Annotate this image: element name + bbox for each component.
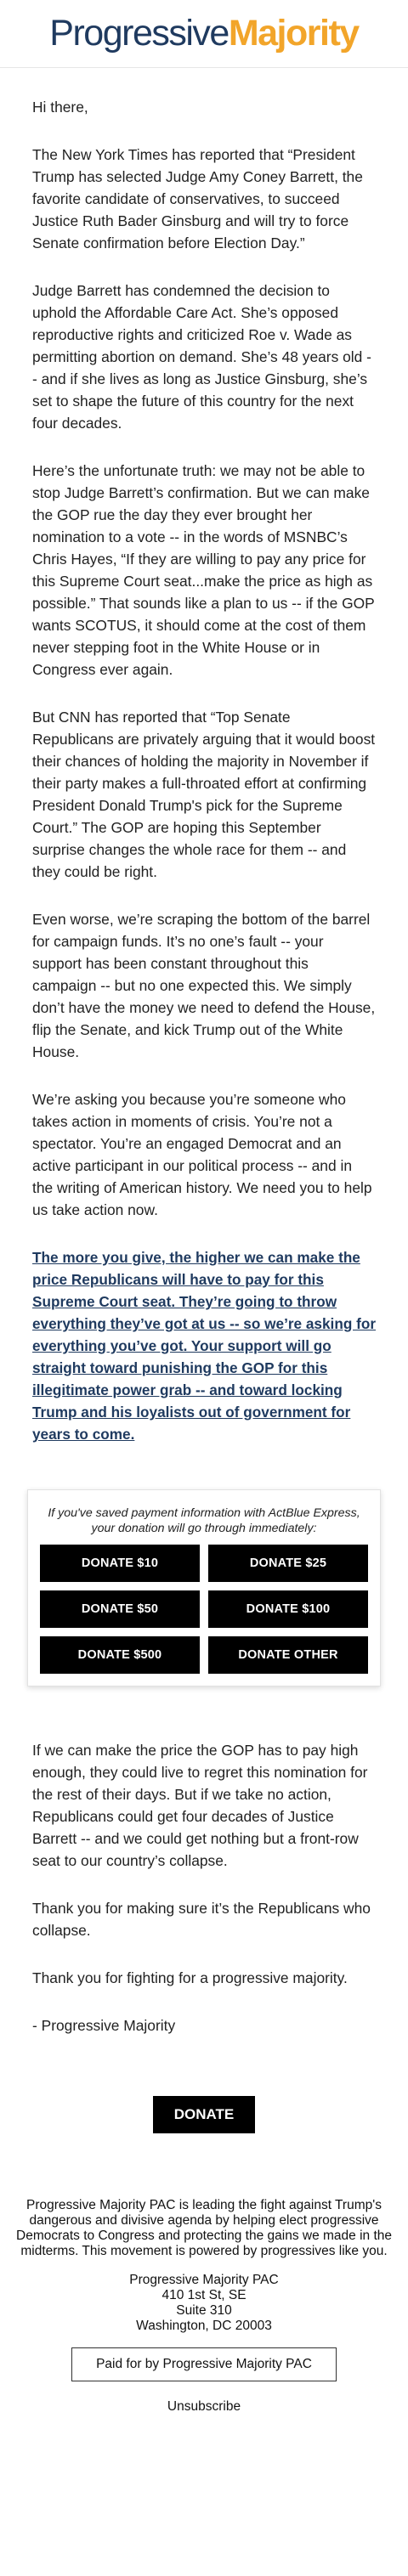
donate-appeal-link[interactable]: The more you give, the higher we can make the price Republicans will have to pay for this Supreme Court seat. They’re going to throw everything they’ve got at us -- so we’re asking for everything you’ve got. Your support will go straight toward punishing the GOP for this illegitimate power grab -- and toward locking Trump and his loyalists out of government for years to come. xyxy=(32,1249,377,1443)
signature: - Progressive Majority xyxy=(32,2017,176,2034)
donate-500-button[interactable]: DONATE $500 xyxy=(40,1636,200,1674)
footer-about: Progressive Majority PAC is leading the fight against Trump's dangerous and divisive agenda by helping elect progressive Democrats to Congress and protecting the gains we made in the midterms. This movement is powered by progressives like you. xyxy=(16,2198,392,2258)
body-paragraph: Judge Barrett has condemned the decision to uphold the Affordable Care Act. She’s opposed reproductive rights and criticized Roe v. Wade as permitting abortion on demand. She’s 48 years old -- and if she lives as long as Justice Ginsburg, she’s set to shape the future of this country for the next four decades. xyxy=(32,282,371,432)
donate-10-button[interactable]: DONATE $10 xyxy=(40,1545,200,1582)
email-footer xyxy=(0,2198,408,2415)
donate-button[interactable]: DONATE xyxy=(153,2096,255,2133)
email-header xyxy=(0,0,408,68)
footer-address xyxy=(12,2273,396,2334)
closing-paragraph: If we can make the price the GOP has to pay high enough, they could live to regret this nomination for the rest of their days. But if we take no action, Republicans could get four decades of Justice Barrett -- and we could get nothing but a front-row seat to our country’s collapse. xyxy=(32,1742,368,1869)
donate-button-wrap xyxy=(32,2096,376,2133)
address-line: Washington, DC 20003 xyxy=(136,2319,272,2333)
body-paragraph: We’re asking you because you’re someone who takes action in moments of crisis. You’re not a spectator. You’re an engaged Democrat and an active participant in our political process -- and in the writing of American history. We need you to help us take action now. xyxy=(32,1091,372,1218)
donate-25-button[interactable]: DONATE $25 xyxy=(208,1545,368,1582)
donate-100-button[interactable]: DONATE $100 xyxy=(208,1590,368,1628)
logo-word-progressive: Progressive xyxy=(49,13,229,54)
email-body xyxy=(0,68,408,2133)
donate-50-button[interactable]: DONATE $50 xyxy=(40,1590,200,1628)
address-line: Suite 310 xyxy=(176,2303,232,2318)
actblue-express-note: If you've saved payment information with ActBlue Express, your donation will go through immediately: xyxy=(48,1506,360,1535)
greeting: Hi there, xyxy=(32,99,88,116)
closing-section xyxy=(32,1686,376,2037)
progressive-majority-logo[interactable] xyxy=(49,15,358,52)
closing-paragraph: Thank you for making sure it’s the Republicans who collapse. xyxy=(32,1900,371,1939)
closing-paragraph: Thank you for fighting for a progressive majority. xyxy=(32,1969,348,1986)
logo-word-majority: Majority xyxy=(228,13,359,54)
address-line: 410 1st St, SE xyxy=(162,2288,246,2302)
donation-box xyxy=(27,1489,381,1686)
paid-for-box: Paid for by Progressive Majority PAC xyxy=(71,2347,337,2381)
body-paragraph: The New York Times has reported that “President Trump has selected Judge Amy Coney Barrett, the favorite candidate of conservatives, to succeed Justice Ruth Bader Ginsburg and will try to force Senate confirmation before Election Day.” xyxy=(32,146,363,251)
unsubscribe-link[interactable]: Unsubscribe xyxy=(167,2399,241,2414)
donation-button-grid xyxy=(40,1545,368,1674)
body-paragraph: But CNN has reported that “Top Senate Republicans are privately arguing that it would boost their chances of holding the majority in November if their party makes a full-throated effort at confirming President Donald Trump's pick for the Supreme Court.” The GOP are hoping this September surprise changes the whole race for them -- and they could be right. xyxy=(32,709,376,880)
body-paragraph: Here’s the unfortunate truth: we may not be able to stop Judge Barrett’s confirmation. But we can make the GOP rue the day they ever brought her nomination to a vote -- in the words of MSNBC’s Chris Hayes, “If they are willing to pay any price for this Supreme Court seat...make the price as high as possible.” That sounds like a plan to us -- if the GOP wants SCOTUS, it should come at the cost of them never stepping foot in the White House or in Congress ever again. xyxy=(32,462,375,678)
body-paragraph: Even worse, we’re scraping the bottom of the barrel for campaign funds. It’s no one’s fault -- your support has been constant throughout this campaign -- but no one expected this. We simply don’t have the money we need to defend the House, flip the Senate, and kick Trump out of the White House. xyxy=(32,911,376,1060)
donate-other-button[interactable]: DONATE OTHER xyxy=(208,1636,368,1674)
address-line: Progressive Majority PAC xyxy=(129,2273,279,2287)
paid-for-wrap xyxy=(12,2347,396,2381)
